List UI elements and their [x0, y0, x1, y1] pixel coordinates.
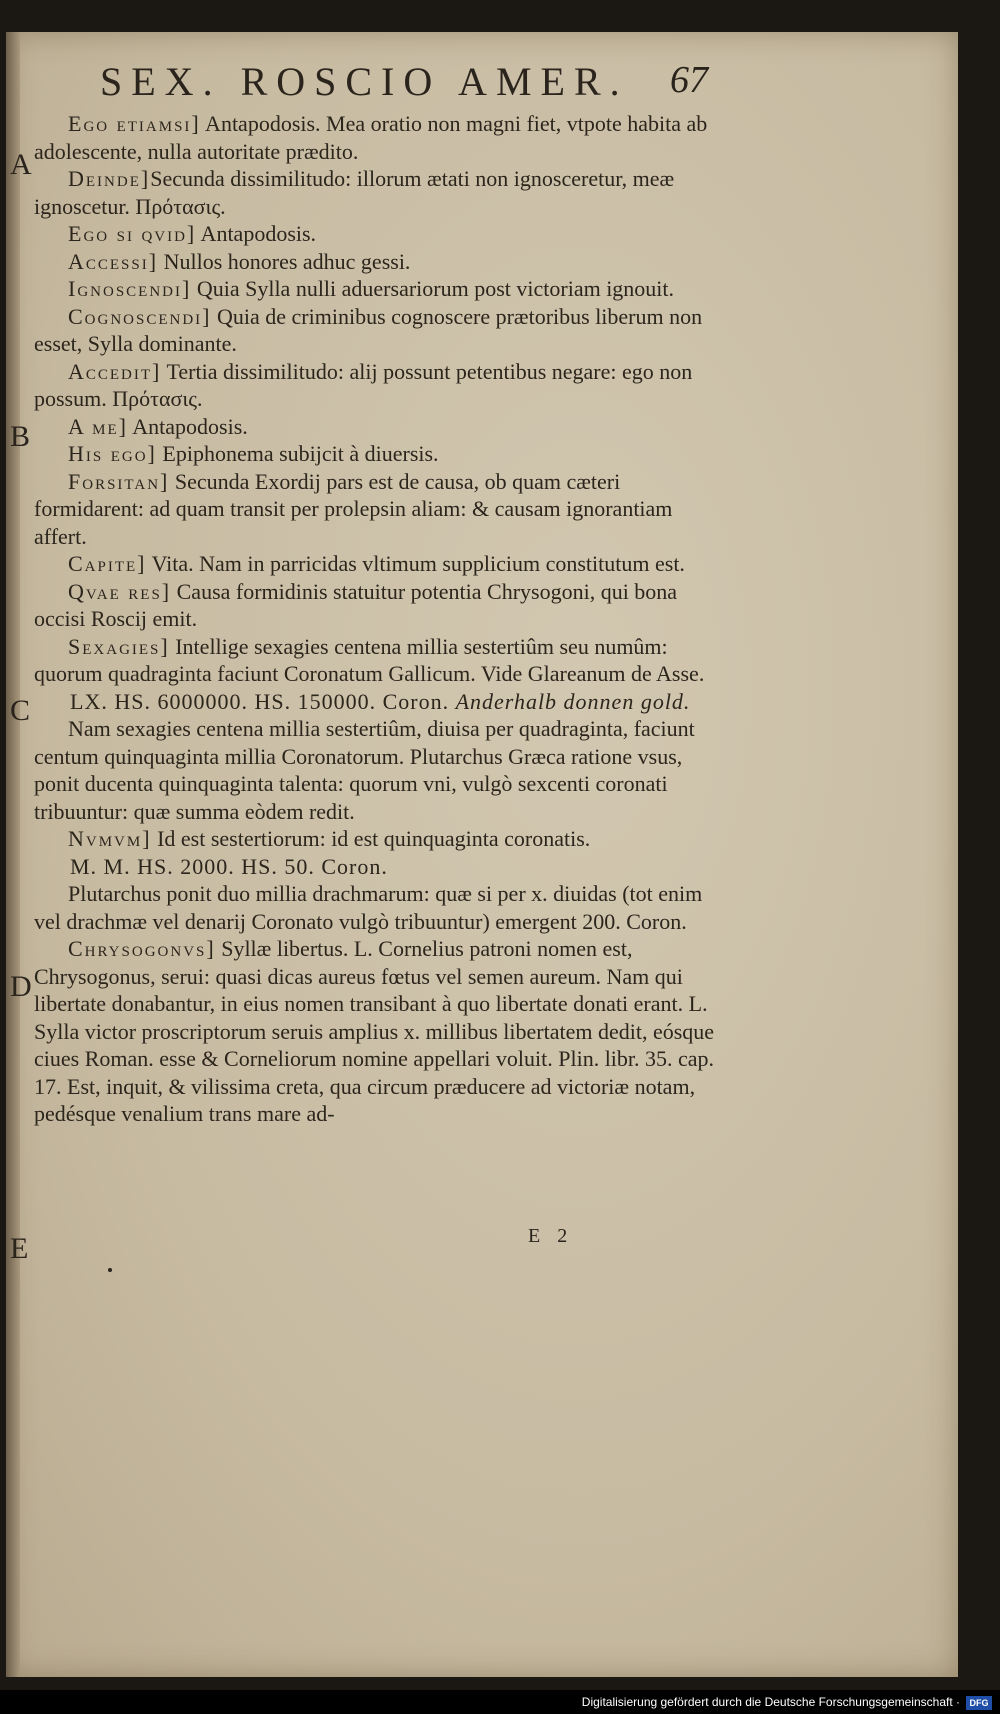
entry-accedit — [34, 358, 724, 413]
entry-lemma: Chrysogonvs] — [68, 936, 216, 961]
entry-lemma: Forsitan] — [68, 468, 170, 494]
page-spine — [6, 32, 20, 1677]
entry-ego-etiamsi — [34, 110, 724, 165]
entry-text: Secunda dissimilitudo: illorum ætati non ignosceretur, meæ ignoscetur. Πρότασις. — [34, 166, 675, 219]
entry-text: Vita. Nam in parricidas vltimum supplicium constitutum est. — [146, 551, 685, 576]
entry-quae-res — [34, 578, 724, 633]
margin-letter-b: B — [10, 420, 31, 453]
entry-forsitan — [34, 468, 724, 551]
entry-text: Id est sestertiorum: id est quinquaginta coronatis. — [151, 826, 591, 851]
entry-text: Syllæ libertus. L. Cornelius patroni nomen est, Chrysogonus, serui: quasi dicas aureus fœtus vel semen aureum. Nam qui libertate donabantur, in eius nomen transibant à quo libertate donati erant. L. Sylla victor proscriptorum seruis amplius x. millibus libertatem dedit, eósque ciues Roman. esse & Corneliorum nomine appellari voluit. Plin. libr. 35. cap. 17. Est, inquit, & vilissima creta, qua circum præducere ad victoriæ notam, pedésque venalium trans mare ad- — [34, 936, 715, 1126]
entry-ignoscendi — [34, 275, 724, 303]
entry-numum — [34, 825, 724, 853]
entry-lemma: His ego] — [68, 441, 157, 466]
margin-letter-c: C — [10, 694, 31, 727]
margin-letter-d: D — [10, 970, 32, 1003]
paragraph-plutarchus: Plutarchus ponit duo millia drachmarum: quæ si per x. diuidas (tot enim vel drachmæ vel denarij Coronato vulgò tribuuntur) emergent 200. Coron. — [34, 881, 703, 934]
signature-mark: E 2 — [528, 1225, 574, 1247]
entry-text: Causa formidinis statuitur potentia Chrysogoni, qui bona occisi Roscij emit. — [34, 578, 678, 631]
entry-lemma: Deinde] — [68, 166, 151, 191]
entry-text: Quia Sylla nulli aduersariorum post victoriam ignouit. — [191, 276, 675, 301]
entry-lemma: Cognoscendi] — [68, 303, 212, 329]
entry-lemma: Ego etiamsi] — [68, 111, 201, 136]
entry-accessi — [34, 248, 724, 276]
entry-lemma: Nvmvm] — [68, 826, 152, 851]
entry-lemma: Ego si qvid] — [68, 221, 197, 246]
page-number: 67 — [670, 59, 708, 101]
entry-his-ego — [34, 440, 724, 468]
entry-a-me — [34, 413, 724, 441]
entry-text: Nullos honores adhuc gessi. — [158, 248, 411, 274]
running-header: SEX. ROSCIO AMER. — [100, 59, 629, 104]
entry-text: Tertia dissimilitudo: alij possunt petentibus negare: ego non possum. Πρότασις. — [34, 358, 693, 411]
money-line: LX. HS. 6000000. HS. 150000. Coron. — [70, 688, 450, 714]
commentary-text — [34, 110, 724, 1128]
entry-chrysogonus — [34, 935, 724, 1128]
paragraph-nam-sexagies: Nam sexagies centena millia sestertiûm, diuisa per quadraginta, faciunt centum quinquaginta millia Coronatorum. Plutarchus Græca ratione vsus, ponit ducenta quinquaginta talenta: quorum vni, vulgò sexcenti coronati tribuuntur: quæ summa eòdem redit. — [34, 716, 695, 824]
money-equation-2: M. M. HS. 2000. HS. 50. Coron. — [70, 853, 388, 879]
entry-lemma: Qvae res] — [68, 578, 172, 604]
entry-text: Epiphonema subijcit à diuersis. — [156, 441, 439, 466]
entry-sexagies — [34, 633, 724, 688]
footer-credit: Digitalisierung gefördert durch die Deutsche Forschungsgemeinschaft · — [581, 1695, 960, 1709]
entry-text: Secunda Exordij pars est de causa, ob quam cæteri formidarent: ad quam transit per prolepsin aliam: & causam ignorantiam affert. — [34, 468, 673, 549]
entry-ego-si-quid — [34, 220, 724, 248]
entry-text: Antapodosis. — [196, 221, 317, 246]
money-vernacular: Anderhalb donnen gold. — [455, 688, 691, 714]
entry-lemma: Ignoscendi] — [68, 276, 192, 301]
entry-text: Antapodosis. — [128, 413, 248, 439]
entry-deinde — [34, 165, 724, 220]
entry-lemma: Accedit] — [68, 358, 162, 384]
entry-capite — [34, 550, 724, 578]
ink-dot — [108, 1268, 112, 1272]
entry-lemma: Sexagies] — [68, 633, 170, 659]
margin-letter-e: E — [10, 1232, 29, 1265]
money-equation-1 — [34, 688, 724, 716]
entry-lemma: A me] — [68, 413, 128, 439]
entry-cognoscendi — [34, 303, 724, 358]
entry-lemma: Accessi] — [68, 248, 159, 274]
dfg-logo-icon: DFG — [966, 1696, 992, 1710]
entry-text: Quia de criminibus cognoscere prætoribus liberum non esset, Sylla dominante. — [34, 303, 703, 356]
entry-lemma: Capite] — [68, 551, 147, 576]
margin-letter-a: A — [10, 148, 32, 181]
entry-text: Antapodosis. Mea oratio non magni fiet, vtpote habita ab adolescente, nulla autoritate prædito. — [34, 111, 708, 164]
footer-bar — [0, 1690, 1000, 1714]
entry-text: Intellige sexagies centena millia sestertiûm seu numûm: quorum quadraginta faciunt Coronatum Gallicum. Vide Glareanum de Asse. — [34, 633, 705, 686]
